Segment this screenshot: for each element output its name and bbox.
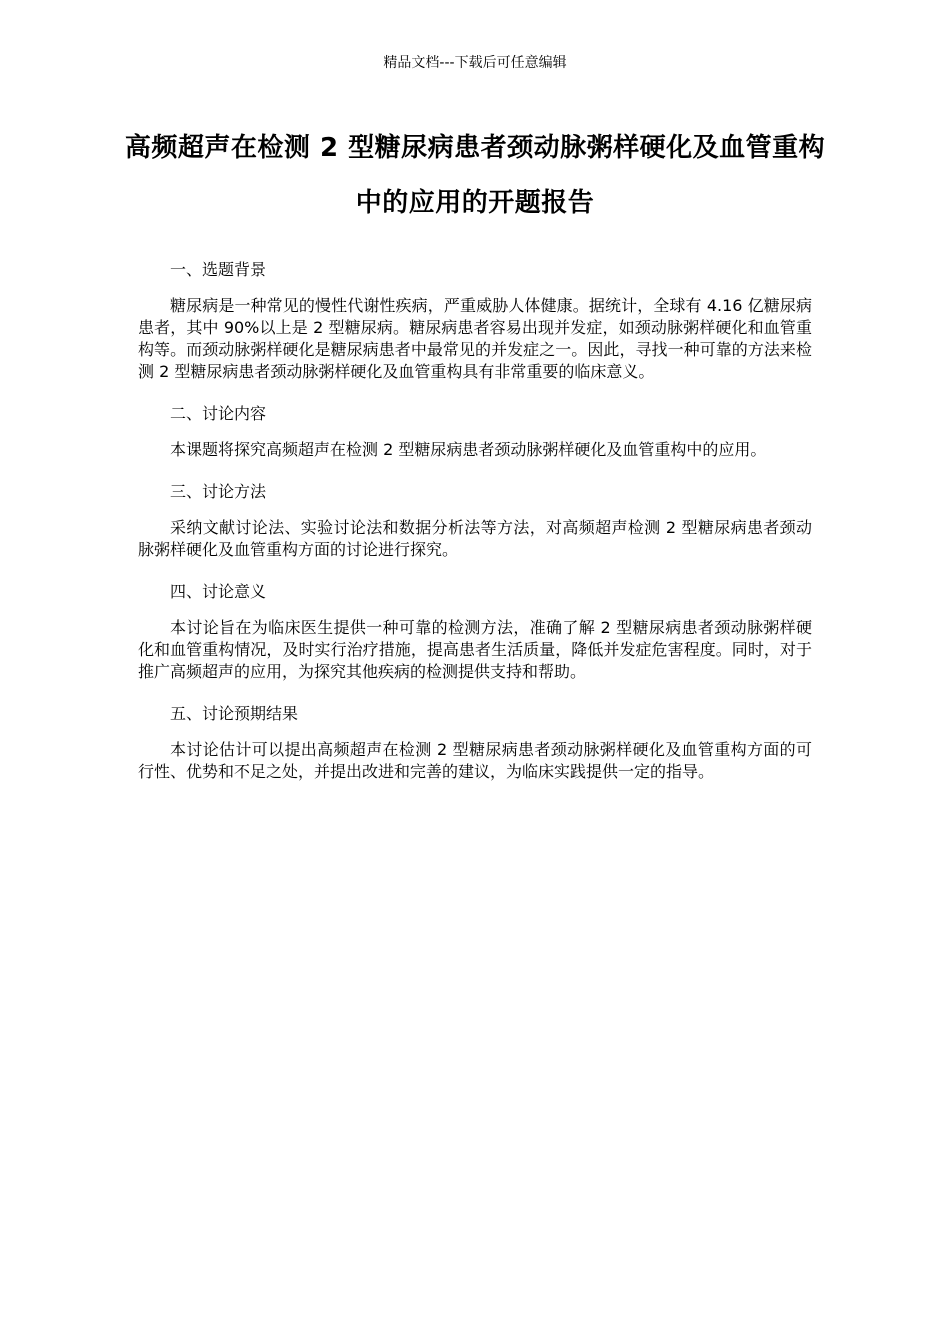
section-heading-content: 二、讨论内容 — [170, 404, 267, 423]
section-paragraph-significance: 本讨论旨在为临床医生提供一种可靠的检测方法，准确了解 2 型糖尿病患者颈动脉粥样硬化和血管重构情况，及时实行治疗措施，提高患者生活质量，降低并发症危害程度。同时，对于推广高频超声的应用，为探究其他疾病的检测提供支持和帮助。 — [138, 618, 812, 681]
section-heading-methods: 三、讨论方法 — [170, 482, 267, 501]
document-body — [138, 259, 812, 783]
section-paragraph-content: 本课题将探究高频超声在检测 2 型糖尿病患者颈动脉粥样硬化及血管重构中的应用。 — [170, 440, 767, 459]
section-paragraph-methods: 采纳文献讨论法、实验讨论法和数据分析法等方法，对高频超声检测 2 型糖尿病患者颈动脉粥样硬化及血管重构方面的讨论进行探究。 — [138, 518, 812, 559]
section-paragraph-expected-results: 本讨论估计可以提出高频超声在检测 2 型糖尿病患者颈动脉粥样硬化及血管重构方面的可行性、优势和不足之处，并提出改进和完善的建议，为临床实践提供一定的指导。 — [138, 740, 812, 781]
section-heading-expected-results: 五、讨论预期结果 — [170, 704, 299, 723]
document-title-line-1: 高频超声在检测 2 型糖尿病患者颈动脉粥样硬化及血管重构 — [124, 133, 826, 163]
document-title-line-2: 中的应用的开题报告 — [355, 188, 595, 218]
document-title — [90, 121, 860, 231]
section-paragraph-background: 糖尿病是一种常见的慢性代谢性疾病，严重威胁人体健康。据统计，全球有 4.16 亿糖尿病患者，其中 90%以上是 2 型糖尿病。糖尿病患者容易出现并发症，如颈动脉粥样硬化和血管重构等。而颈动脉粥样硬化是糖尿病患者中最常见的并发症之一。因此，寻找一种可靠的方法来检测 2 型糖尿病患者颈动脉粥样硬化及血管重构具有非常重要的临床意义。 — [138, 296, 812, 381]
section-heading-significance: 四、讨论意义 — [170, 582, 267, 601]
header-watermark: 精品文档---下载后可任意编辑 — [383, 55, 567, 71]
section-heading-background: 一、选题背景 — [170, 260, 267, 279]
